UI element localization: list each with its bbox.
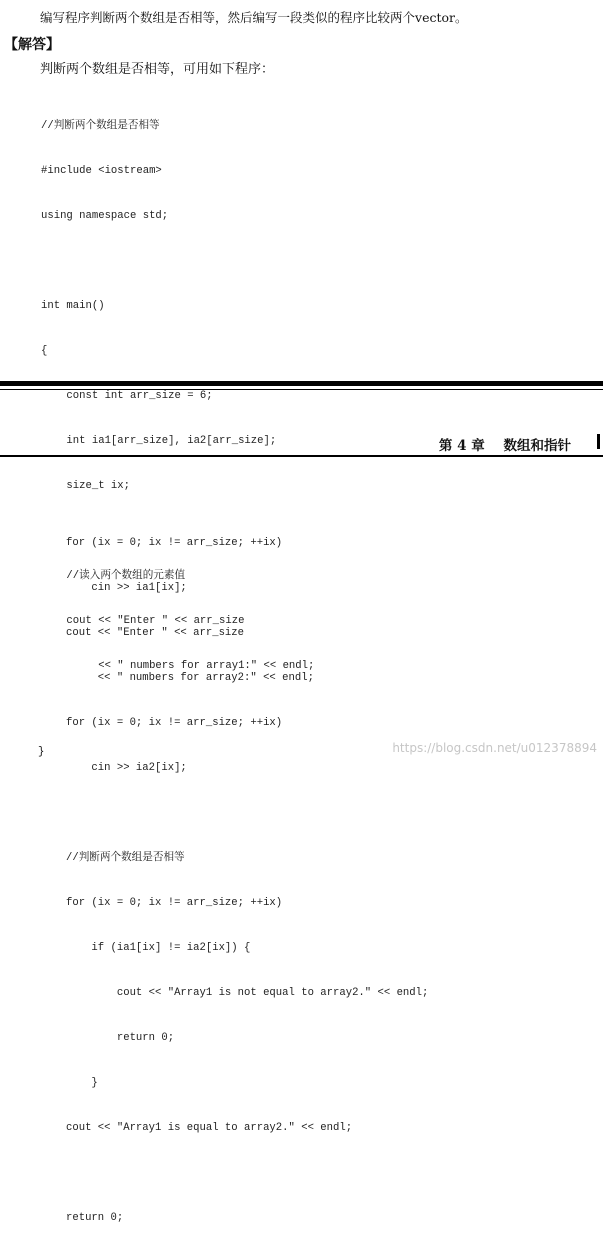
page-edge-mark xyxy=(597,434,600,449)
code-line: { xyxy=(41,345,48,357)
header-rule xyxy=(0,455,603,457)
page-break-rule-thin xyxy=(0,389,603,390)
chapter-header: 第 4 章 数组和指针 xyxy=(438,438,571,454)
code-line: cin >> ia2[ix]; xyxy=(66,762,187,774)
code-line: cout << "Enter " << arr_size xyxy=(41,615,245,627)
code-block-bottom xyxy=(66,506,428,1241)
code-line: cout << "Array1 is equal to array2." << endl; xyxy=(66,1122,353,1134)
code-line: if (ia1[ix] != ia2[ix]) { xyxy=(66,942,251,954)
question-text: 编写程序判断两个数组是否相等，然后编写一段类似的程序比较两个vector。 xyxy=(40,10,468,25)
code-line: int main() xyxy=(41,300,105,312)
code-line: return 0; xyxy=(66,1212,124,1224)
code-line: for (ix = 0; ix != arr_size; ++ix) xyxy=(66,897,283,909)
code-line: cin >> ia1[ix]; xyxy=(66,582,187,594)
closing-brace: } xyxy=(38,746,45,758)
code-line: for (ix = 0; ix != arr_size; ++ix) xyxy=(66,537,283,549)
code-line: << " numbers for array1:" << endl; xyxy=(41,660,315,672)
code-line: int ia1[arr_size], ia2[arr_size]; xyxy=(41,435,277,447)
code-line: size_t ix; xyxy=(41,480,131,492)
page-break-rule-thick xyxy=(0,381,603,386)
code-line xyxy=(41,254,314,269)
code-line: return 0; xyxy=(66,1032,175,1044)
code-line xyxy=(66,1166,428,1181)
code-line: cout << "Array1 is not equal to array2." << endl; xyxy=(66,987,429,999)
code-line: cout << "Enter " << arr_size xyxy=(66,627,245,639)
code-line: using namespace std; xyxy=(41,210,169,222)
code-line xyxy=(66,806,428,821)
watermark-url: https://blog.csdn.net/u012378894 xyxy=(392,741,597,755)
answer-heading: 【解答】 xyxy=(4,37,60,53)
code-line: //判断两个数组是否相等 xyxy=(66,852,185,864)
code-line: for (ix = 0; ix != arr_size; ++ix) xyxy=(66,717,283,729)
code-line: } xyxy=(66,1077,98,1089)
code-line: #include <iostream> xyxy=(41,165,162,177)
answer-intro: 判断两个数组是否相等，可用如下程序： xyxy=(40,62,275,77)
code-line: << " numbers for array2:" << endl; xyxy=(66,672,314,684)
code-line: //读入两个数组的元素值 xyxy=(41,570,186,582)
code-line: //判断两个数组是否相等 xyxy=(41,120,160,132)
code-line: const int arr_size = 6; xyxy=(41,390,213,402)
